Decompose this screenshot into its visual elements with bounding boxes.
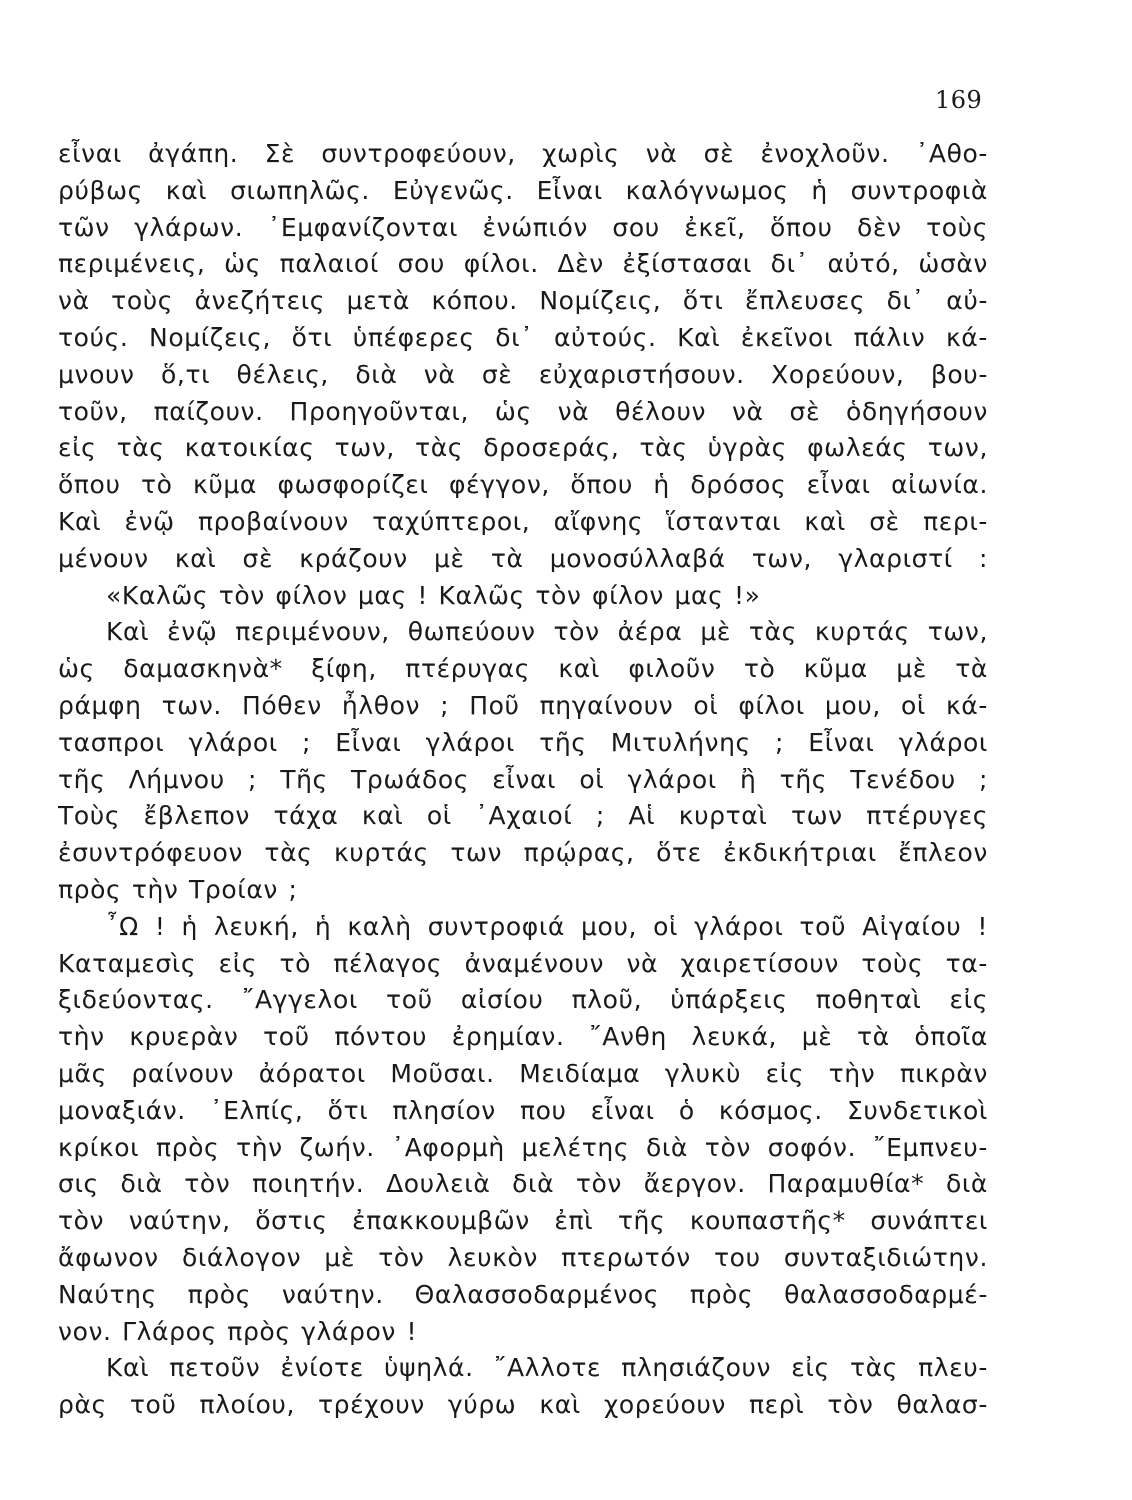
body-text bbox=[58, 136, 988, 1424]
text-line: σις διὰ τὸν ποιητήν. Δουλειὰ διὰ τὸν ἄεργον. Παραμυθία* διὰ bbox=[58, 1169, 988, 1199]
text-line: Καὶ ἐνῷ προβαίνουν ταχύπτεροι, αἴφνης ἵστανται καὶ σὲ περι- bbox=[58, 506, 988, 536]
text-line: ράμφη των. Πόθεν ἦλθον ; Ποῦ πηγαίνουν οἱ φίλοι μου, οἱ κά- bbox=[58, 690, 988, 720]
text-line: Τοὺς ἔβλεπον τάχα καὶ οἱ ᾿Αχαιοί ; Αἱ κυρταὶ των πτέρυγες bbox=[58, 801, 988, 831]
text-line: μᾶς ραίνουν ἀόρατοι Μοῦσαι. Μειδίαμα γλυκὺ εἰς τὴν πικρὰν bbox=[58, 1058, 988, 1088]
text-line: νὰ τοὺς ἀνεζήτεις μετὰ κόπου. Νομίζεις, ὅτι ἔπλευσες δι᾿ αὐ- bbox=[58, 286, 988, 316]
text-line: ὅπου τὸ κῦμα φωσφορίζει φέγγον, ὅπου ἡ δρόσος εἶναι αἰωνία. bbox=[58, 470, 988, 500]
text-line: «Καλῶς τὸν φίλον μας ! Καλῶς τὸν φίλον μας !» bbox=[106, 580, 761, 610]
text-line: ἐσυντρόφευον τὰς κυρτάς των πρῴρας, ὅτε ἐκδικήτριαι ἔπλεον bbox=[58, 838, 988, 868]
page-number: 169 bbox=[935, 86, 983, 114]
text-line: τοῦν, παίζουν. Προηγοῦνται, ὡς νὰ θέλουν νὰ σὲ ὁδηγήσουν bbox=[58, 396, 988, 426]
text-line: νον. Γλάρος πρὸς γλάρον ! bbox=[58, 1316, 418, 1346]
text-line: ἄφωνον διάλογον μὲ τὸν λευκὸν πτερωτόν του συνταξιδιώτην. bbox=[58, 1242, 988, 1272]
text-line: μνουν ὅ,τι θέλεις, διὰ νὰ σὲ εὐχαριστήσουν. Χορεύουν, βου- bbox=[58, 359, 988, 389]
text-line: τὸν ναύτην, ὅστις ἐπακκουμβῶν ἐπὶ τῆς κουπαστῆς* συνάπτει bbox=[58, 1206, 988, 1236]
text-line: εἰς τὰς κατοικίας των, τὰς δροσεράς, τὰς ὑγρὰς φωλεάς των, bbox=[58, 433, 988, 463]
text-line: πρὸς τὴν Τροίαν ; bbox=[58, 874, 298, 904]
text-line: ξιδεύοντας. ῎Αγγελοι τοῦ αἰσίου πλοῦ, ὑπάρξεις ποθηταὶ εἰς bbox=[58, 985, 988, 1015]
text-line: κρίκοι πρὸς τὴν ζωήν. ᾿Αφορμὴ μελέτης διὰ τὸν σοφόν. ῎Εμπνευ- bbox=[58, 1132, 988, 1162]
text-line: μένουν καὶ σὲ κράζουν μὲ τὰ μονοσύλλαβά των, γλαριστί : bbox=[58, 543, 988, 573]
text-line: ῏Ω ! ἡ λευκή, ἡ καλὴ συντροφιά μου, οἱ γλάροι τοῦ Αἰγαίου ! bbox=[106, 911, 988, 941]
text-line: τῶν γλάρων. ᾿Εμφανίζονται ἐνώπιόν σου ἐκεῖ, ὅπου δὲν τοὺς bbox=[58, 212, 988, 242]
text-line: Καὶ πετοῦν ἐνίοτε ὑψηλά. ῎Αλλοτε πλησιάζουν εἰς τὰς πλευ- bbox=[106, 1353, 988, 1383]
text-line: τασπροι γλάροι ; Εἶναι γλάροι τῆς Μιτυλήνης ; Εἶναι γλάροι bbox=[58, 727, 988, 757]
text-line: τούς. Νομίζεις, ὅτι ὑπέφερες δι᾿ αὐτούς. Καὶ ἐκεῖνοι πάλιν κά- bbox=[58, 322, 988, 352]
text-line: τῆς Λήμνου ; Τῆς Τρωάδος εἶναι οἱ γλάροι ἢ τῆς Τενέδου ; bbox=[58, 764, 988, 794]
text-line: ρύβως καὶ σιωπηλῶς. Εὐγενῶς. Εἶναι καλόγνωμος ἡ συντροφιὰ bbox=[58, 175, 988, 205]
text-line: Καὶ ἐνῷ περιμένουν, θωπεύουν τὸν ἀέρα μὲ τὰς κυρτάς των, bbox=[106, 617, 988, 647]
text-line: περιμένεις, ὡς παλαιοί σου φίλοι. Δὲν ἐξίστασαι δι᾿ αὐτό, ὡσὰν bbox=[58, 249, 988, 279]
text-line: ὡς δαμασκηνὰ* ξίφη, πτέρυγας καὶ φιλοῦν τὸ κῦμα μὲ τὰ bbox=[58, 654, 988, 684]
text-line: τὴν κρυερὰν τοῦ πόντου ἐρημίαν. ῎Ανθη λευκά, μὲ τὰ ὁποῖα bbox=[58, 1022, 988, 1052]
text-line: ρὰς τοῦ πλοίου, τρέχουν γύρω καὶ χορεύουν περὶ τὸν θαλασ- bbox=[58, 1390, 988, 1420]
text-line: Καταμεσὶς εἰς τὸ πέλαγος ἀναμένουν νὰ χαιρετίσουν τοὺς τα- bbox=[58, 948, 988, 978]
text-line: Ναύτης πρὸς ναύτην. Θαλασσοδαρμένος πρὸς θαλασσοδαρμέ- bbox=[58, 1279, 988, 1309]
text-line: μοναξιάν. ᾿Ελπίς, ὅτι πλησίον που εἶναι ὁ κόσμος. Συνδετικοὶ bbox=[58, 1095, 988, 1125]
text-line: εἶναι ἀγάπη. Σὲ συντροφεύουν, χωρὶς νὰ σὲ ἐνοχλοῦν. ᾿Αθο- bbox=[58, 139, 988, 168]
